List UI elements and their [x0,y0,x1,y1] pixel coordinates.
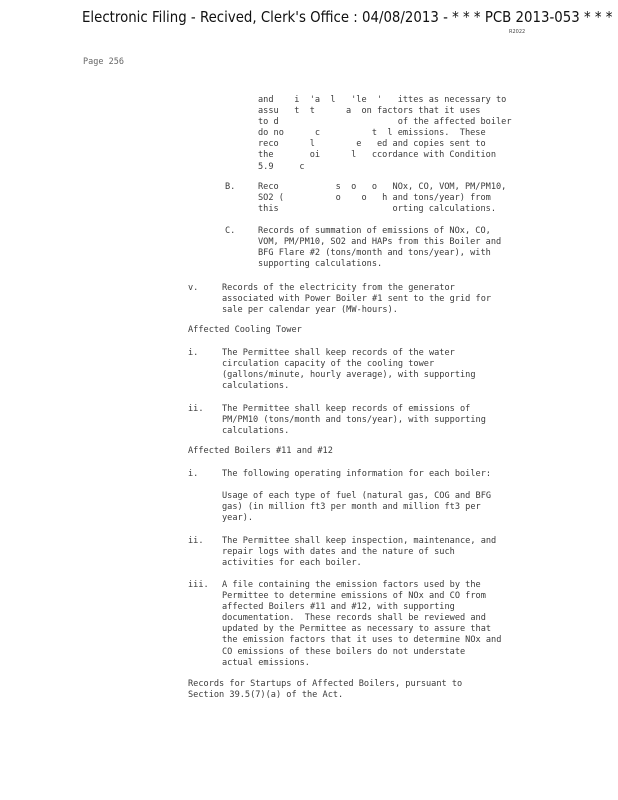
boiler-item-ii-label: ii. [188,536,204,546]
item-b-label: B. [225,182,236,192]
item-v-label: v. [188,283,199,293]
item-v-text: Records of the electricity from the generator associated with Power Boiler #1 sent to the grid for sale per calendar year (MW-hours). [222,283,492,316]
section-heading-boilers: Affected Boilers #11 and #12 [188,446,333,456]
item-c-label: C. [225,226,236,236]
cooling-item-i-label: i. [188,348,199,358]
section-heading-cooling-tower: Affected Cooling Tower [188,325,302,335]
item-b-text: Reco s o o NOx, CO, VOM, PM/PM10, SO2 ( o o h and tons/year) from this orting calculations. [258,182,507,215]
section-heading-startups: Records for Startups of Affected Boilers, pursuant to Section 39.5(7)(a) of the Act. [188,679,463,701]
filing-tag: R2022 [509,29,526,35]
boiler-item-ii-text: The Permittee shall keep inspection, maintenance, and repair logs with dates and the nature of such activities for each boiler. [222,536,497,569]
boiler-item-iii-text: A file containing the emission factors used by the Permittee to determine emissions of NOx and CO from affected Boilers #11 and #12, with supporting documentation. These records shall be reviewed and updated by the Permittee as necessary to assure that the emission factors that it uses to determine NOx and CO emissions of these boilers do not understate actual emissions. [222,580,502,668]
cooling-item-ii-text: The Permittee shall keep records of emissions of PM/PM10 (tons/month and tons/year), with supporting calculations. [222,404,486,437]
item-c-text: Records of summation of emissions of NOx, CO, VOM, PM/PM10, SO2 and HAPs from this Boiler and BFG Flare #2 (tons/month and tons/year), with supporting calculations. [258,226,502,270]
boiler-item-i-label: i. [188,469,199,479]
filing-header: Electronic Filing - Recived, Clerk's Office : 04/08/2013 - * * * PCB 2013-053 * * * [82,8,613,26]
cooling-item-i-text: The Permittee shall keep records of the water circulation capacity of the cooling tower (gallons/minute, hourly average), with supporting calculations. [222,348,476,392]
cooling-item-ii-label: ii. [188,404,204,414]
boiler-item-iii-label: iii. [188,580,209,590]
boiler-item-i-text: The following operating information for each boiler: [222,469,492,479]
boiler-item-i-subtext: Usage of each type of fuel (natural gas, COG and BFG gas) (in million ft3 per month and million ft3 per year). [222,491,492,524]
page-number: Page 256 [83,57,124,67]
paragraph-a-continued: and i 'a l 'le ' ittes as necessary to assu t t a on factors that it uses to d of the affected boiler do no c t l emissions. These reco l e ed and copies sent to the oi l ccordance with Condition 5.9 c [258,95,512,172]
